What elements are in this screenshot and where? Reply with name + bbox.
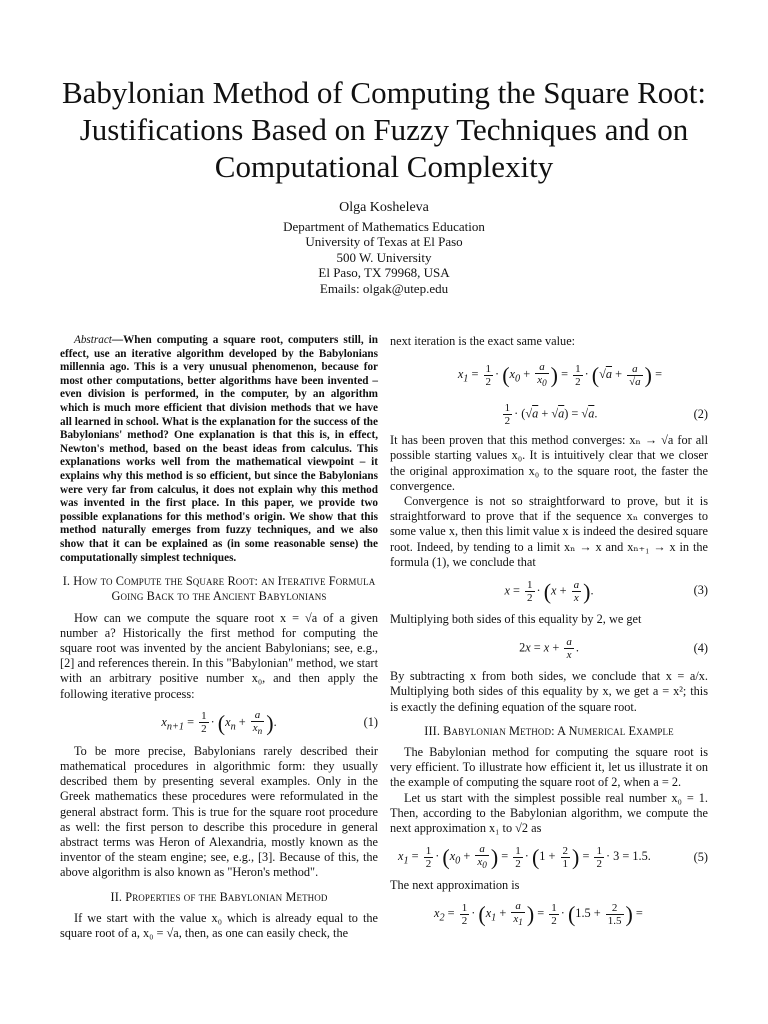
author-block <box>184 200 584 296</box>
equation-6: $x_2$ = $\frac{1}{2}$ · ($x_1$ + $\frac{a}{x_1}$ ) = $\frac{1}{2}$ · (1.5 + $\frac{2}{1.5}$ ) = <box>434 900 643 928</box>
paragraph: Convergence is not so straightforward to prove, but it is straightforward to prove that if the sequence xₙ converges to some value x, then this limit value x is indeed the desired square root. Indeed, by tending to a limit xₙ → x and xₙ₊₁ → x in the formula (1), we conclude that <box>390 494 708 569</box>
paragraph: If we start with the value x₀ which is already equal to the square root of a, x₀ = √a, then, as one can easily check, the <box>60 910 378 940</box>
section-heading-1: I. How to Compute the Square Root: an Iterative Formula Going Back to the Ancient Babylonians <box>62 574 376 604</box>
paragraph: The Babylonian method for computing the square root is very efficient. To illustrate how efficient it, let us illustrate it on the example of computing the square root of 2, when a = 2. <box>390 745 708 790</box>
equation-2b: $\frac{1}{2}$ · (√a + √a) = √a. (2) <box>504 401 708 427</box>
equation-number: (1) <box>363 715 378 730</box>
equation-2a: $x_1$ = $\frac{1}{2}$ · ($x_0$ + $\frac{a}{x_0}$ ) = $\frac{1}{2}$ · (√a + $\frac{a}{√a}$ ) = <box>457 361 662 389</box>
equation-number: (4) <box>693 640 708 655</box>
equation-1: $x_{n+1}$ = $\frac{1}{2}$ · ($x_n$ + $\frac{a}{x_n}$ ). (1) <box>161 708 378 736</box>
paper-title: Babylonian Method of Computing the Square Root: Justifications Based on Fuzzy Techniques and on Computational Complexity <box>61 75 707 184</box>
paragraph: How can we compute the square root x = √a of a given number a? Historically the first method for computing the square root was invented by the ancient Babylonians; see, e.g., [2] and references therein. In this "Babylonian" method, we start with an arbitrary positive number x₀, and then apply the following iterative process: <box>60 610 378 701</box>
affiliation-line: El Paso, TX 79968, USA <box>318 265 450 280</box>
paragraph: By subtracting x from both sides, we conclude that x = a/x. Multiplying both sides of this equality by x, we get a = x²; this is exactly the defining equation of the square root. <box>390 669 708 714</box>
equation-4: 2x = x + $\frac{a}{x}$ . (4) <box>519 635 708 661</box>
paragraph: Let us start with the simplest possible real number x₀ = 1. Then, according to the Babylonian algorithm, we compute the next approximation x₁ to √2 as <box>390 790 708 836</box>
section-heading-3: III. Babylonian Method: A Numerical Example <box>424 723 674 738</box>
abstract <box>60 334 378 565</box>
equation-5: $x_1$ = $\frac{1}{2}$ · ($x_0$ + $\frac{a}{x_0}$ ) = $\frac{1}{2}$ · (1 + $\frac{2}{1}$ ) = $\frac{1}{2}$ · 3 = 1.5. (5) <box>398 843 708 871</box>
equation-number: (3) <box>693 583 708 598</box>
abstract-label: Abstract <box>74 334 112 346</box>
equation-5-result: · 3 = 1.5. <box>605 849 651 864</box>
author-email: Emails: olgak@utep.edu <box>319 280 449 296</box>
equation-number: (2) <box>693 406 708 421</box>
section-heading-2: II. Properties of the Babylonian Method <box>110 889 328 904</box>
paragraph: To be more precise, Babylonians rarely described their mathematical procedures in algorithmic form: they usually described them by presenting several examples. Only in the Greek mathematics these procedures were reformulated in the general abstract form. This is true for the square root procedure as well: the first person to describe this procedure in general abstract terms was Heron of Alexandria, mostly known as the inventor of the steam engine; see, e.g., [3]. Because of this, the above algorithm is also known as "Heron's method". <box>60 743 378 880</box>
equation-number: (5) <box>693 849 708 864</box>
right-column <box>390 334 708 935</box>
affiliation-line: 500 W. University <box>336 249 432 265</box>
author-name: Olga Kosheleva <box>339 200 429 215</box>
affiliation-line: University of Texas at El Paso <box>305 234 463 249</box>
equation-3: x = $\frac{1}{2}$ · (x + $\frac{a}{x}$ ). (3) <box>504 578 708 604</box>
paragraph: Multiplying both sides of this equality by 2, we get <box>390 612 642 627</box>
abstract-text: —When computing a square root, computers still, in effect, use an iterative algorithm developed by the Babylonians millennia ago. This is a very unusual phenomenon, because for most other computations, better algorithms have been invented – even division is performed, in the computer, by an algorithm which is much more efficient that division methods that we have all learned in school. What is the explanation for the success of the Babylonians' method? One explanation is that this is, in effect, Newton's method, based on the beast ideas from calculus. This explanations works well from the mathematical viewpoint – it explains why this method is so efficient, but since the Babylonians were very far from calculus, it does not explain why this method was invented in the first place. In this paper, we provide two possible explanations for this method's origin. We show that this method naturally emerges from fuzzy techniques, and we also show that it can be explained as (in some reasonable sense) the computationally simplest techniques. <box>60 334 378 564</box>
left-column <box>60 334 378 941</box>
affiliation-line: Department of Mathematics Education <box>283 218 485 234</box>
paragraph: The next approximation is <box>390 878 520 893</box>
paragraph: next iteration is the exact same value: <box>390 334 576 348</box>
paragraph: It has been proven that this method converges: xₙ → √a for all possible starting values x₀. It is intuitively clear that we closer the original approximation x₀ to the square root, the faster the convergence. <box>390 433 708 493</box>
